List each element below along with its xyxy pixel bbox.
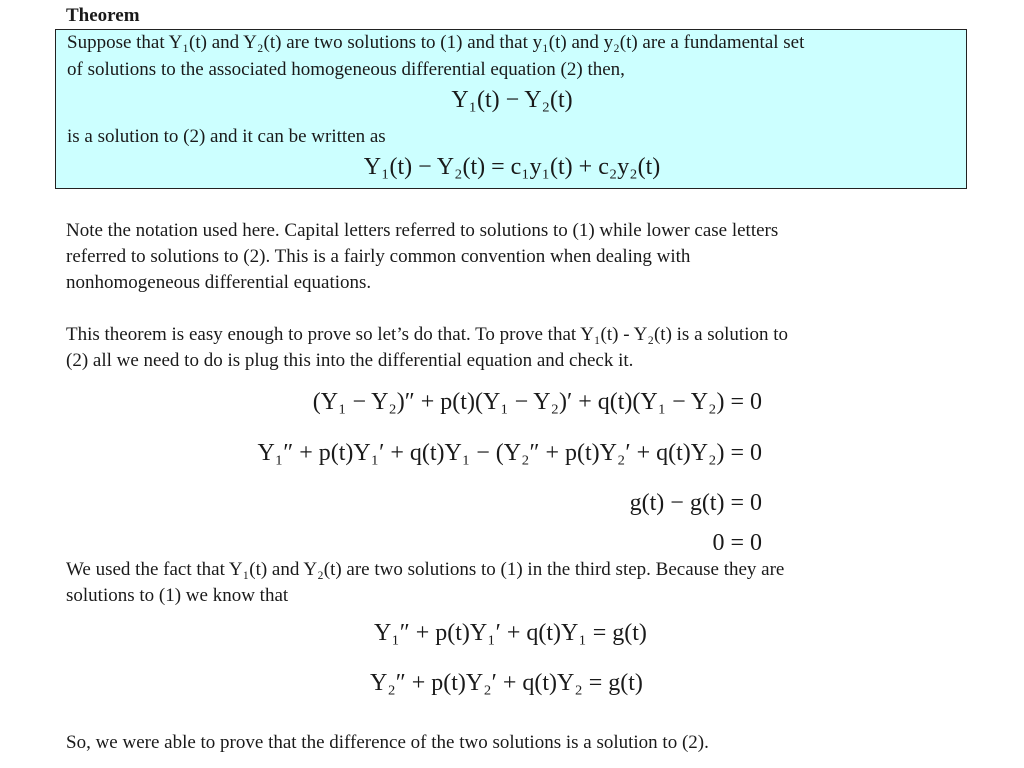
- theorem-line-2: of solutions to the associated homogeneous differential equation (2) then,: [67, 59, 625, 80]
- theorem-line-1: Suppose that Y₁(t) and Y₂(t) are two solutions to (1) and that y₁(t) and y₂(t) are a fundamental set: [67, 32, 805, 53]
- proof-equation-4: 0 = 0: [712, 530, 762, 556]
- proof-intro-line-2: (2) all we need to do is plug this into the differential equation and check it.: [66, 350, 634, 371]
- conclusion-line: So, we were able to prove that the difference of the two solutions is a solution to (2).: [66, 732, 709, 753]
- fact-line-1: We used the fact that Y₁(t) and Y₂(t) are two solutions to (1) in the third step. Because they are: [66, 559, 785, 580]
- theorem-equation-1: Y₁(t) − Y₂(t): [451, 87, 573, 113]
- theorem-equation-2: Y₁(t) − Y₂(t) = c₁y₁(t) + c₂y₂(t): [363, 154, 661, 180]
- proof-equation-3: g(t) − g(t) = 0: [629, 490, 762, 516]
- proof-equation-2: Y₁″ + p(t)Y₁′ + q(t)Y₁ − (Y₂″ + p(t)Y₂′ + q(t)Y₂) = 0: [257, 440, 762, 466]
- theorem-box: [55, 29, 967, 189]
- theorem-heading: Theorem: [66, 5, 140, 26]
- known-equation-2: Y₂″ + p(t)Y₂′ + q(t)Y₂ = g(t): [370, 670, 643, 696]
- known-equation-1: Y₁″ + p(t)Y₁′ + q(t)Y₁ = g(t): [374, 620, 647, 646]
- theorem-line-3: is a solution to (2) and it can be written as: [67, 126, 386, 147]
- note-line-1: Note the notation used here. Capital letters referred to solutions to (1) while lower case letters: [66, 220, 779, 241]
- proof-intro-line-1: This theorem is easy enough to prove so let’s do that. To prove that Y₁(t) - Y₂(t) is a solution to: [66, 324, 789, 345]
- note-line-2: referred to solutions to (2). This is a fairly common convention when dealing with: [66, 246, 691, 267]
- note-line-3: nonhomogeneous differential equations.: [66, 272, 372, 293]
- fact-line-2: solutions to (1) we know that: [66, 585, 289, 606]
- proof-equation-1: (Y₁ − Y₂)″ + p(t)(Y₁ − Y₂)′ + q(t)(Y₁ − Y₂) = 0: [312, 389, 762, 415]
